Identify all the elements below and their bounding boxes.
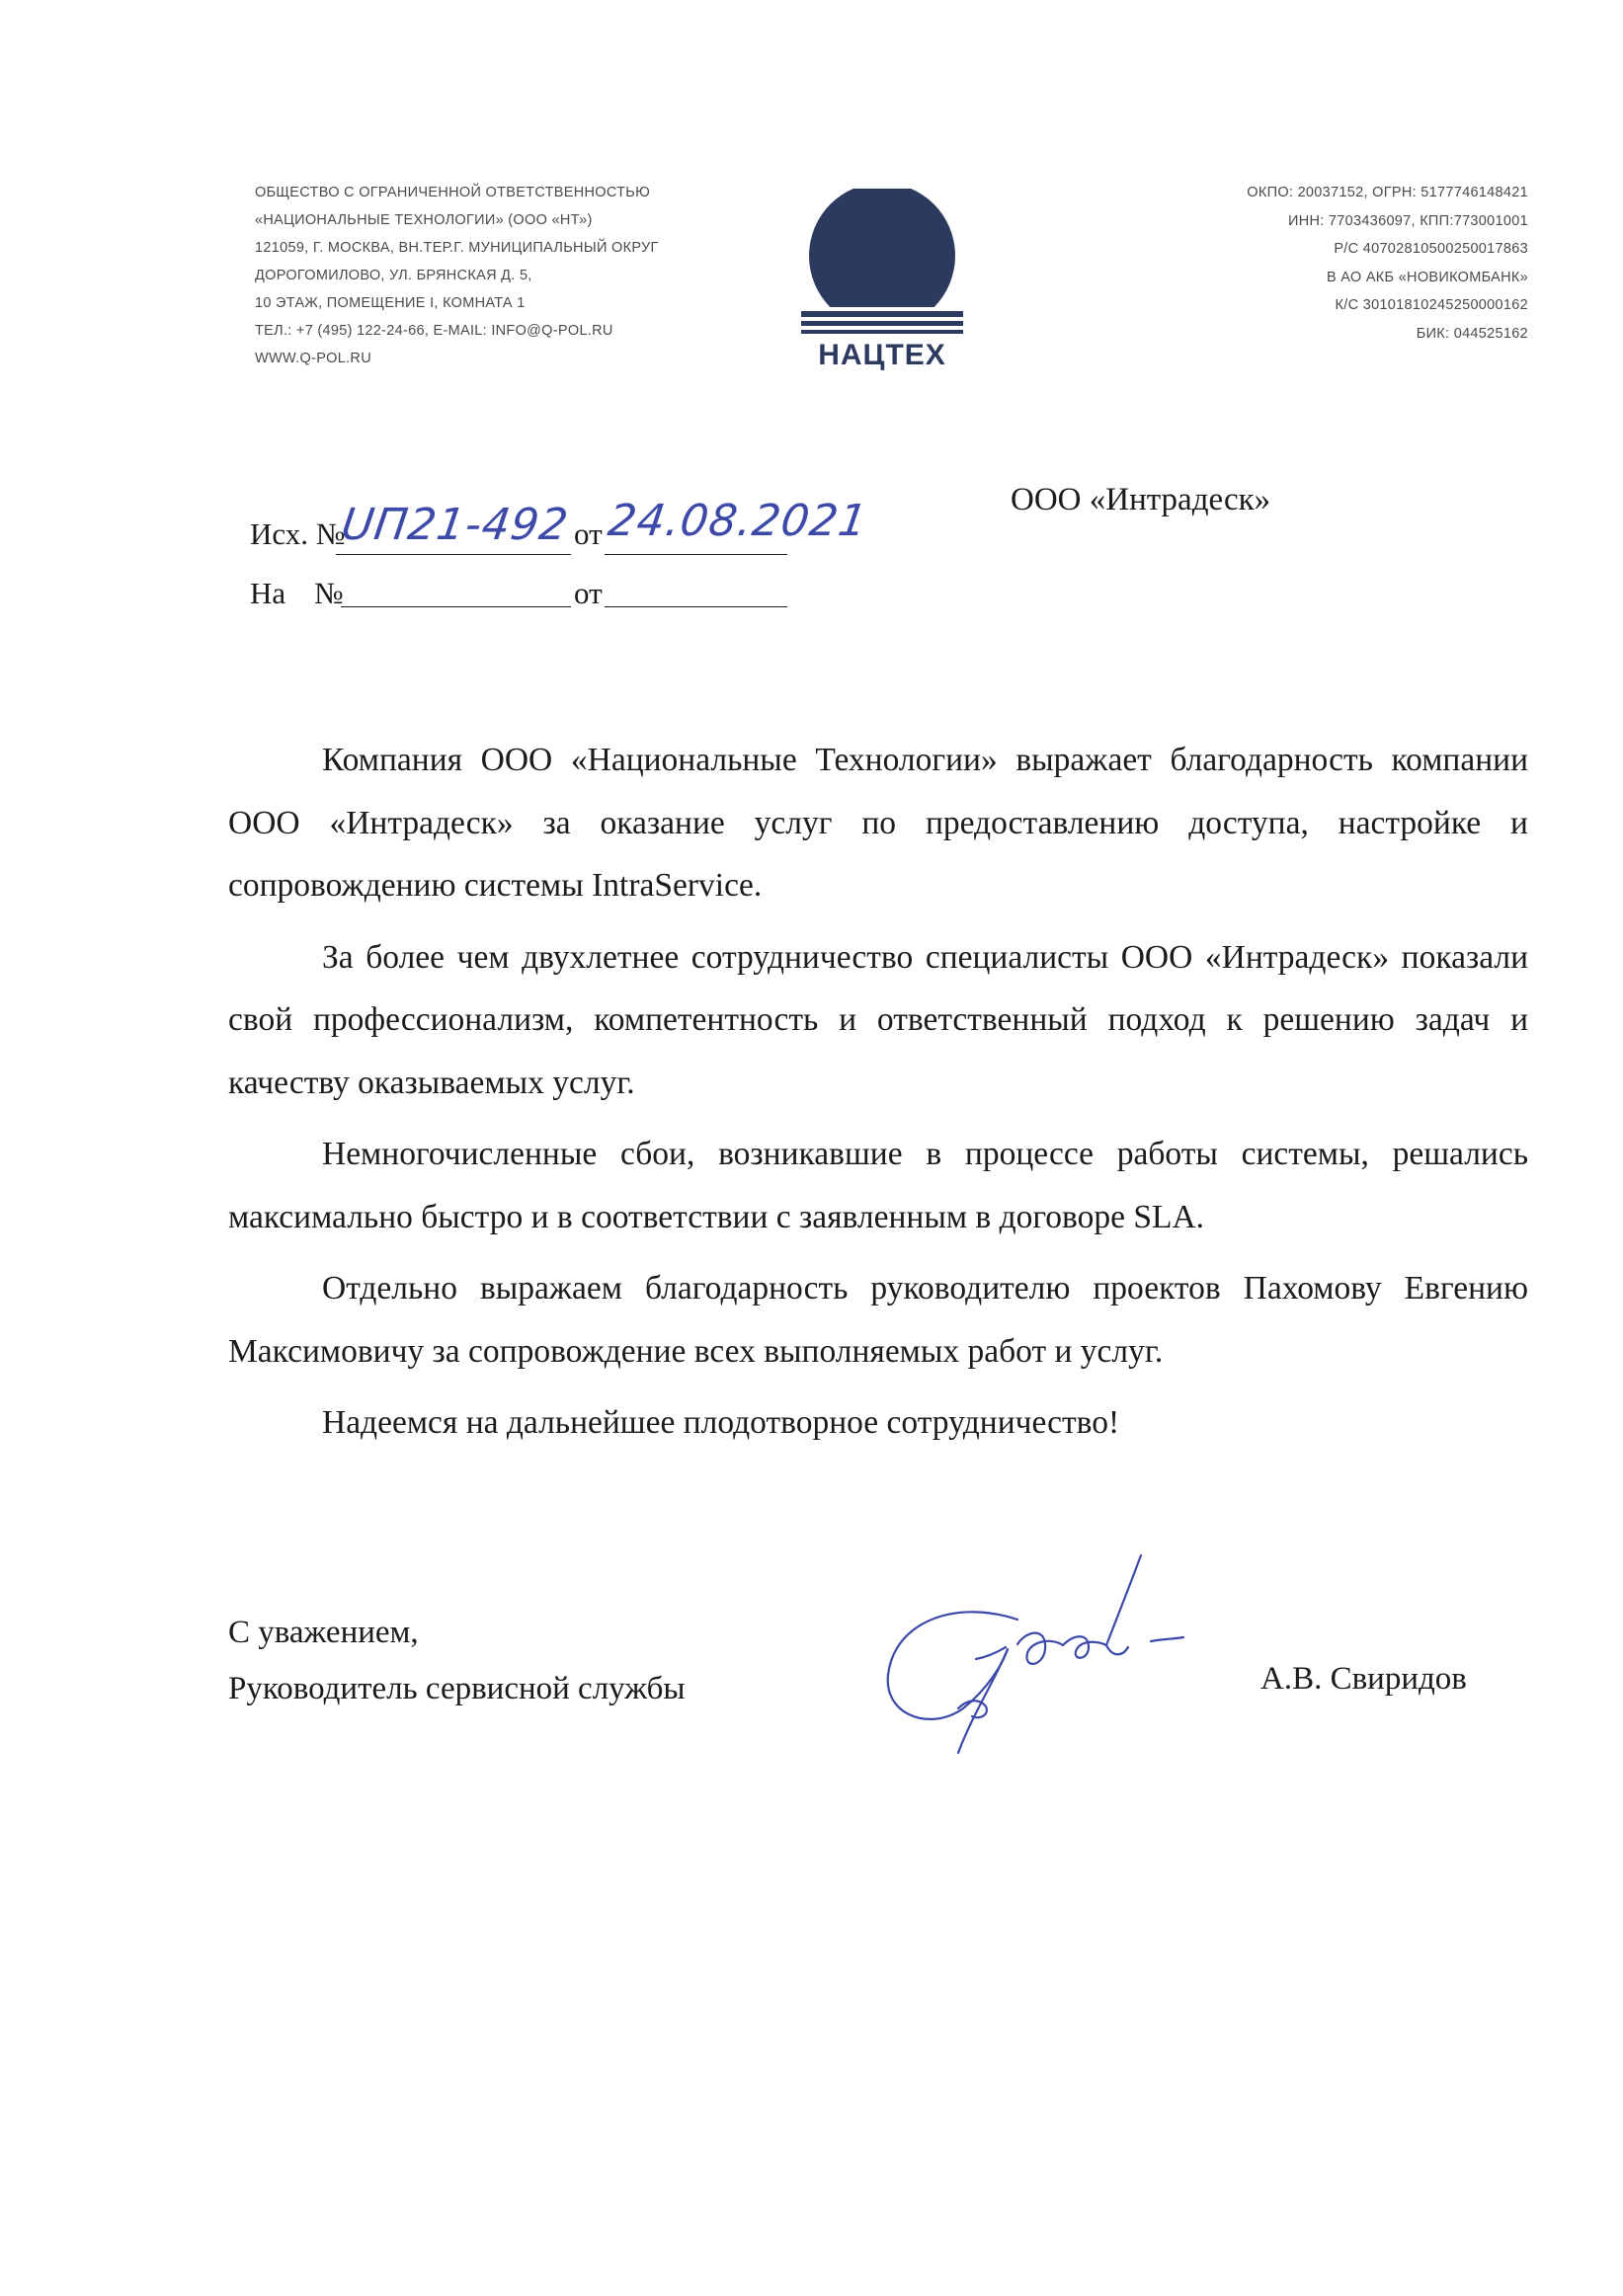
letter-body xyxy=(228,729,1528,1464)
company-line: «НАЦИОНАЛЬНЫЕ ТЕХНОЛОГИИ» (ООО «НТ») xyxy=(255,212,593,228)
company-line: 10 ЭТАЖ, ПОМЕЩЕНИЕ I, КОМНАТА 1 xyxy=(255,295,526,311)
body-paragraph: Надеемся на дальнейшее плодотворное сотрудничество! xyxy=(322,1404,1120,1441)
company-requisites xyxy=(1034,179,1528,348)
body-paragraph: Отдельно выражаем благодарность руководителю проектов Пахомову Евгению Максимовичу за сопровождение всех выполняемых работ и услуг. xyxy=(228,1270,1528,1370)
incoming-date-label: от xyxy=(574,576,603,610)
body-paragraph: Немногочисленные сбои, возникавшие в процессе работы системы, решались максимально быстро и в соответствии с заявленным в договоре SLA. xyxy=(228,1136,1528,1235)
company-info xyxy=(255,179,749,372)
requisites-line: К/С 30101810245250000162 xyxy=(1335,297,1528,313)
incoming-label: На xyxy=(250,576,286,610)
closing-block xyxy=(228,1605,686,1717)
outgoing-number-underline xyxy=(336,554,571,555)
company-line: ДОРОГОМИЛОВО, УЛ. БРЯНСКАЯ Д. 5, xyxy=(255,268,532,283)
closing-regards: С уважением, xyxy=(228,1615,419,1650)
requisites-line: ИНН: 7703436097, КПП:773001001 xyxy=(1287,212,1528,229)
body-paragraph: Компания ООО «Национальные Технологии» выражает благодарность компании ООО «Интрадеск» за оказание услуг по предоставлению доступа, настройке и сопровождению системы IntraService. xyxy=(228,742,1528,904)
outgoing-date-underline xyxy=(605,554,787,555)
incoming-number-label: № xyxy=(314,576,344,610)
handwritten-signature xyxy=(869,1550,1205,1758)
outgoing-date-handwritten: 24.08.2021 xyxy=(605,496,871,546)
incoming-number-underline xyxy=(341,606,571,607)
company-logo xyxy=(787,189,977,378)
requisites-line: ОКПО: 20037152, ОГРН: 5177746148421 xyxy=(1247,185,1528,200)
logo-wordmark: НАЦТЕХ xyxy=(818,339,946,371)
signer-position: Руководитель сервисной службы xyxy=(228,1671,686,1706)
outgoing-number-handwritten: UП21-492 xyxy=(338,500,572,550)
requisites-line: Р/С 40702810500250017863 xyxy=(1334,241,1528,257)
company-line: ОБЩЕСТВО С ОГРАНИЧЕННОЙ ОТВЕТСТВЕННОСТЬЮ xyxy=(255,185,651,200)
body-paragraph: За более чем двухлетнее сотрудничество специалисты ООО «Интрадеск» показали свой профессионализм, компетентность и ответственный подход к решению задач и качеству оказываемых услуг. xyxy=(228,938,1528,1101)
outgoing-date-label: от xyxy=(574,516,603,551)
outgoing-number-label: Исх. № xyxy=(250,516,346,551)
company-line: WWW.Q-POL.RU xyxy=(255,351,371,366)
company-line: 121059, Г. МОСКВА, ВН.ТЕР.Г. МУНИЦИПАЛЬНЫЙ ОКРУГ xyxy=(255,240,659,256)
requisites-line: В АО АКБ «НОВИКОМБАНК» xyxy=(1326,269,1528,285)
requisites-line: БИК: 044525162 xyxy=(1416,325,1528,342)
incoming-date-underline xyxy=(605,606,787,607)
signer-name: А.В. Свиридов xyxy=(1260,1661,1467,1697)
company-line: ТЕЛ.: +7 (495) 122-24-66, E-MAIL: INFO@Q-POL.RU xyxy=(255,323,613,339)
addressee: ООО «Интрадеск» xyxy=(1011,482,1271,517)
